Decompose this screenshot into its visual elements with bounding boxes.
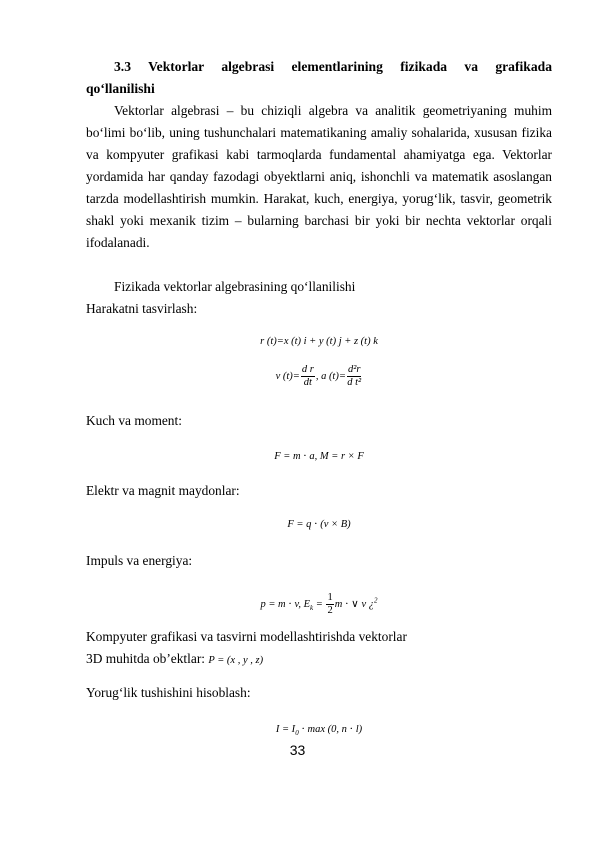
- acceleration-prefix: , a (t)=: [315, 370, 346, 382]
- acceleration-fraction: [347, 364, 361, 389]
- force-moment-formula: F = m ⋅ a, M = r × F: [274, 451, 364, 462]
- velocity-denominator: dt: [303, 377, 312, 388]
- intensity-subscript: 0: [295, 729, 299, 738]
- impulse-part-c: m ⋅ ∨ v ¿: [334, 598, 375, 610]
- section-heading-line1: 3.3 Vektorlar algebrasi elementlarining fizikada va grafikada: [114, 59, 552, 74]
- section-heading: [86, 56, 552, 100]
- intro-paragraph: Vektorlar algebrasi – bu chiziqli algebra va analitik geometriyaning muhim bo‘limi bo‘lib, uning tushunchalari matematikaning amaliy sohalarida, xususan fizika va kompyuter grafikasi kabi tarmoqlarda fundamental ahamiyatga ega. Vektorlar yordamida har qanday fazodagi obyektlarni aniq, ishonchli va matematik asoslangan tarzda modellashtirish mumkin. Harakat, kuch, energiya, yorug‘lik, tasvir, geometrik shakl yoki mexanik tizim – bularning barchasi bir yoki bir nechta vektorlar orqali ifodalanadi.: [86, 103, 552, 250]
- velocity-fraction: [301, 364, 315, 389]
- lighting-formula: [86, 722, 552, 741]
- velocity-acceleration-formula: [86, 364, 552, 389]
- velocity-square-superscript: 2: [374, 596, 378, 605]
- velocity-prefix: v (t)=: [275, 370, 300, 382]
- acceleration-denominator: d t²: [347, 377, 362, 388]
- energy-subscript: k: [310, 604, 314, 612]
- half-numerator: 1: [327, 592, 333, 603]
- physics-subheading: Fizikada vektorlar algebrasining qo‘llanilishi: [114, 279, 356, 294]
- lighting-part-a: I = I: [275, 724, 296, 735]
- position-vector-formula: r (t)=x (t) i + y (t) j + z (t) k: [260, 336, 378, 347]
- velocity-numerator: d r: [301, 364, 314, 375]
- page-number: 33: [289, 742, 306, 758]
- point-formula: P = (x , y , z): [208, 655, 264, 666]
- motion-label: Harakatni tasvirlash:: [86, 301, 198, 316]
- impulse-label: Impuls va energiya:: [86, 553, 193, 568]
- impulse-part-a: p = m ⋅ v, E: [260, 598, 311, 610]
- field-label: Elektr va magnit maydonlar:: [86, 483, 240, 498]
- lorentz-formula: F = q ⋅ (v × B): [287, 519, 351, 530]
- half-denominator: 2: [327, 605, 333, 616]
- lighting-part-b: ⋅ max (0, n ⋅ l): [298, 724, 363, 735]
- objects-label: 3D muhitda ob’ektlar:: [86, 651, 209, 666]
- graphics-label: Kompyuter grafikasi va tasvirni modellashtirishda vektorlar: [86, 629, 407, 644]
- section-heading-line2: qo‘llanilishi: [86, 81, 155, 96]
- force-label: Kuch va moment:: [86, 413, 182, 428]
- half-fraction: [326, 592, 333, 617]
- objects-line: [86, 648, 263, 672]
- impulse-part-b: =: [313, 598, 326, 610]
- acceleration-numerator: d²r: [347, 364, 361, 375]
- lighting-label: Yorug‘lik tushishini hisoblash:: [86, 685, 251, 700]
- impulse-energy-formula: [86, 592, 552, 617]
